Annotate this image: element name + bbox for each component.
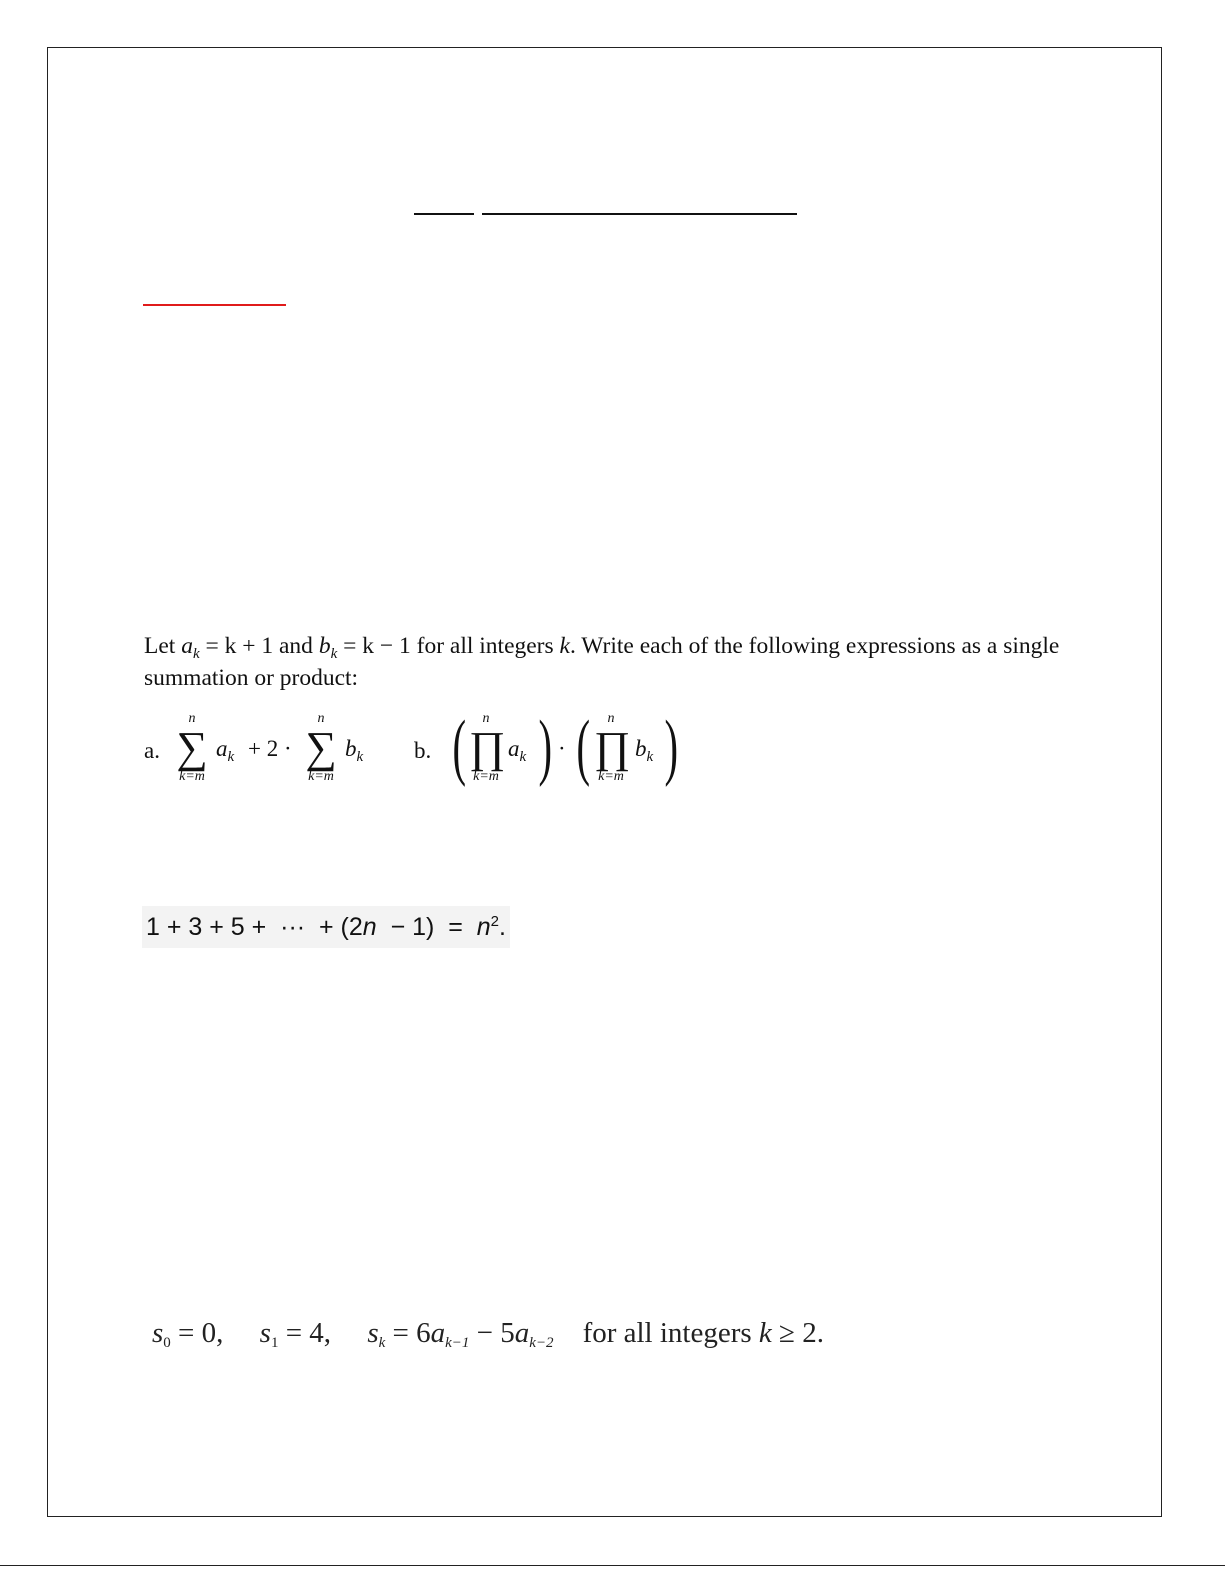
prod2-lower: k=m [598,769,624,784]
right-paren-1: ) [538,706,553,788]
sum2-lower: k=m [308,769,334,784]
intro-eq1: = k + 1 and [199,633,319,659]
prod-operator-2 [594,711,631,784]
part-a-plus-two: + 2 · [248,736,292,761]
prod2-upper: n [607,711,615,726]
pi-product-icon: ∏ [594,723,631,772]
part-b-term1: $a_k$ [508,736,527,765]
red-underline-blank [143,304,286,306]
right-paren-2: ) [664,706,679,788]
part-b-label: b. [414,738,432,763]
prod1-lower: k=m [473,769,499,784]
intro-a-sub: k [192,646,200,662]
part-b-dot: · [558,736,566,761]
intro-let: Let [144,633,182,659]
sigma-icon: ∑ [176,723,208,772]
sum-operator-1 [172,712,212,784]
pi-product-icon: ∏ [469,723,506,772]
part-a-term1: $a_k$ [216,736,235,765]
title-blank-short [414,213,474,215]
title-blank-long [482,213,797,215]
bottom-rule [0,1565,1225,1566]
part-b-term2: $b_k$ [635,736,654,765]
part-a-label: a. [144,738,160,763]
intro-b-sub: k [330,646,338,662]
part-a-term2: $b_k$ [345,736,364,765]
sum-operator-2 [301,712,341,784]
sum1-upper: n [188,711,196,726]
left-paren-2: ( [576,706,591,788]
left-paren-1: ( [452,706,467,788]
prod1-upper: n [482,711,490,726]
recurrence-relation: $s_0 = 0$, $s_1 = 4$, $s_k = 6a_{k-1} - 5a_{k-2}$ for all integers k ≥ 2. [152,1317,824,1351]
prod-operator-1 [469,711,506,784]
intro-rest: . Write each of the following expressions as a single summation or product: [144,633,1060,691]
sum1-lower: k=m [179,769,205,784]
intro-eq2: = k − 1 for all integers [337,633,560,659]
sigma-icon: ∑ [305,723,337,772]
intro-a: a [181,633,193,659]
intro-k: k [559,633,570,659]
intro-b: b [318,633,331,659]
sum2-upper: n [317,711,325,726]
odd-sum-identity: 1 + 3 + 5 + ··· + $(2n - 1) = n^2$. [142,906,510,948]
problem-intro [144,630,1084,694]
